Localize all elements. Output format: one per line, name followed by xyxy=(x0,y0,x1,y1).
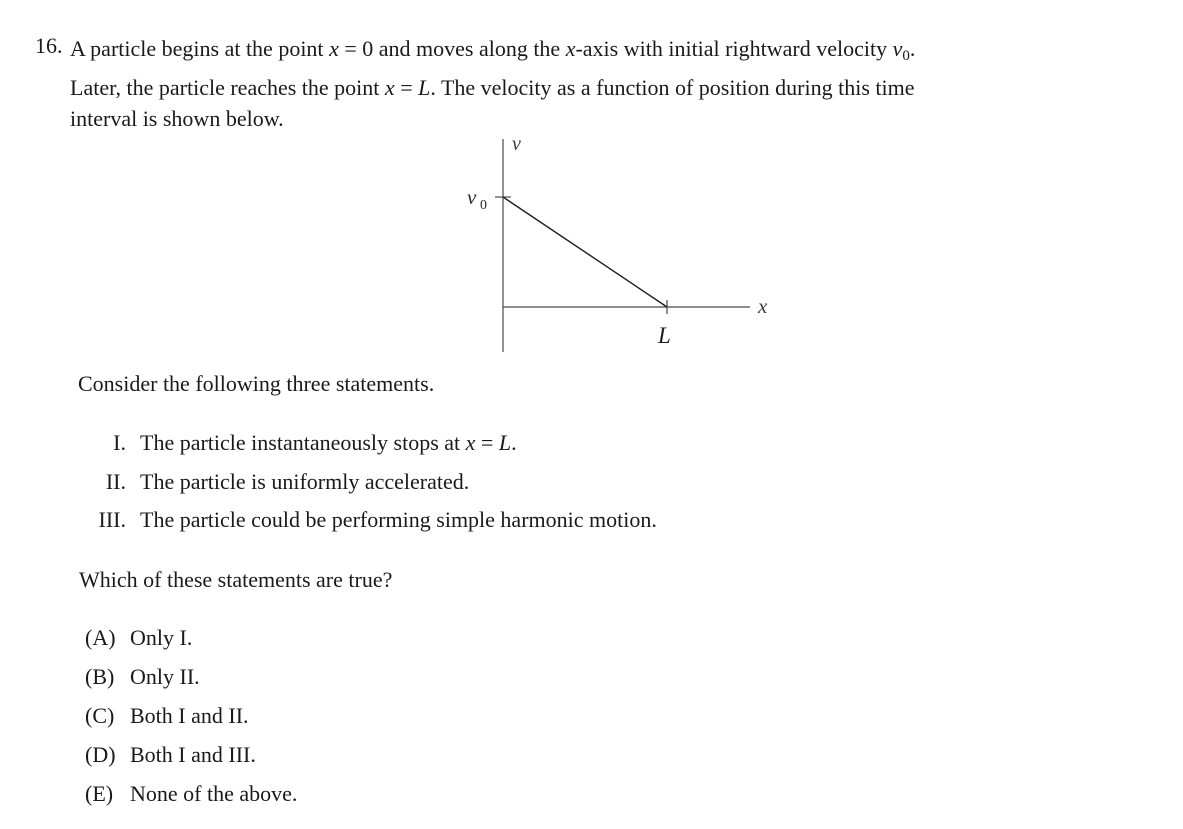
text-segment: x xyxy=(565,36,576,61)
text-segment: x xyxy=(329,36,339,61)
statement-text xyxy=(140,430,517,455)
choice-text: Both I and II. xyxy=(130,703,249,728)
v0-label-base: v xyxy=(467,185,477,209)
statement-item xyxy=(0,463,900,502)
statement-item xyxy=(0,424,900,463)
choice-label: (E) xyxy=(85,781,114,806)
choice-label: (C) xyxy=(85,703,115,728)
choice-label: (A) xyxy=(85,625,116,650)
choice-item xyxy=(85,618,785,657)
question-prompt: Which of these statements are true? xyxy=(79,567,393,592)
L-label: L xyxy=(658,323,671,348)
text-segment: A particle begins at the point xyxy=(70,36,330,61)
question-text-line xyxy=(70,33,1168,72)
velocity-position-graph xyxy=(440,128,790,363)
v-axis-label: v xyxy=(512,133,521,155)
statement-numeral: III. xyxy=(98,507,126,532)
text-segment: The particle could be performing simple harmonic motion. xyxy=(140,507,657,532)
choice-item xyxy=(85,657,785,696)
text-segment: x xyxy=(465,430,476,455)
text-segment: . xyxy=(909,36,916,61)
question-number: 16. xyxy=(35,33,63,58)
statement-item xyxy=(0,501,900,540)
choice-text: Only II. xyxy=(130,664,200,689)
choice-item xyxy=(85,774,785,813)
text-segment: The particle instantaneously stops at xyxy=(140,430,466,455)
choice-label: (D) xyxy=(85,742,116,767)
text-segment: = 0 and moves along the xyxy=(338,36,566,61)
text-segment: The particle is uniformly accelerated. xyxy=(140,468,470,494)
statement-text xyxy=(140,507,657,532)
text-segment: v xyxy=(892,36,903,61)
text-segment: . xyxy=(511,430,517,455)
statement-text xyxy=(140,469,469,494)
question-text-line xyxy=(70,72,1168,103)
consider-text: Consider the following three statements. xyxy=(78,371,435,396)
text-segment: . The velocity as a function of position during this time xyxy=(430,75,915,100)
text-segment: Later, the particle reaches the point xyxy=(70,75,385,100)
question-paragraph xyxy=(70,33,1168,134)
choice-text: Only I. xyxy=(130,625,193,650)
text-segment: = xyxy=(394,75,419,100)
statement-numeral: I. xyxy=(113,430,126,455)
choice-item xyxy=(85,696,785,735)
statements-list xyxy=(0,424,900,540)
choice-text: None of the above. xyxy=(130,781,298,806)
choice-item xyxy=(85,735,785,774)
text-segment: = xyxy=(475,430,499,455)
choice-label: (B) xyxy=(85,664,115,689)
choice-text: Both I and III. xyxy=(130,742,256,767)
statement-numeral: II. xyxy=(105,468,126,494)
x-axis-label: x xyxy=(758,294,768,318)
v0-label-sub: 0 xyxy=(480,198,487,213)
text-segment: L xyxy=(498,430,512,455)
text-segment: x xyxy=(384,75,395,100)
text-segment: -axis with initial rightward velocity xyxy=(575,36,893,61)
text-segment: interval is shown below. xyxy=(70,106,284,131)
choices-list xyxy=(85,618,785,813)
velocity-line xyxy=(503,197,667,307)
text-segment: 0 xyxy=(902,48,910,64)
text-segment: L xyxy=(418,75,431,100)
